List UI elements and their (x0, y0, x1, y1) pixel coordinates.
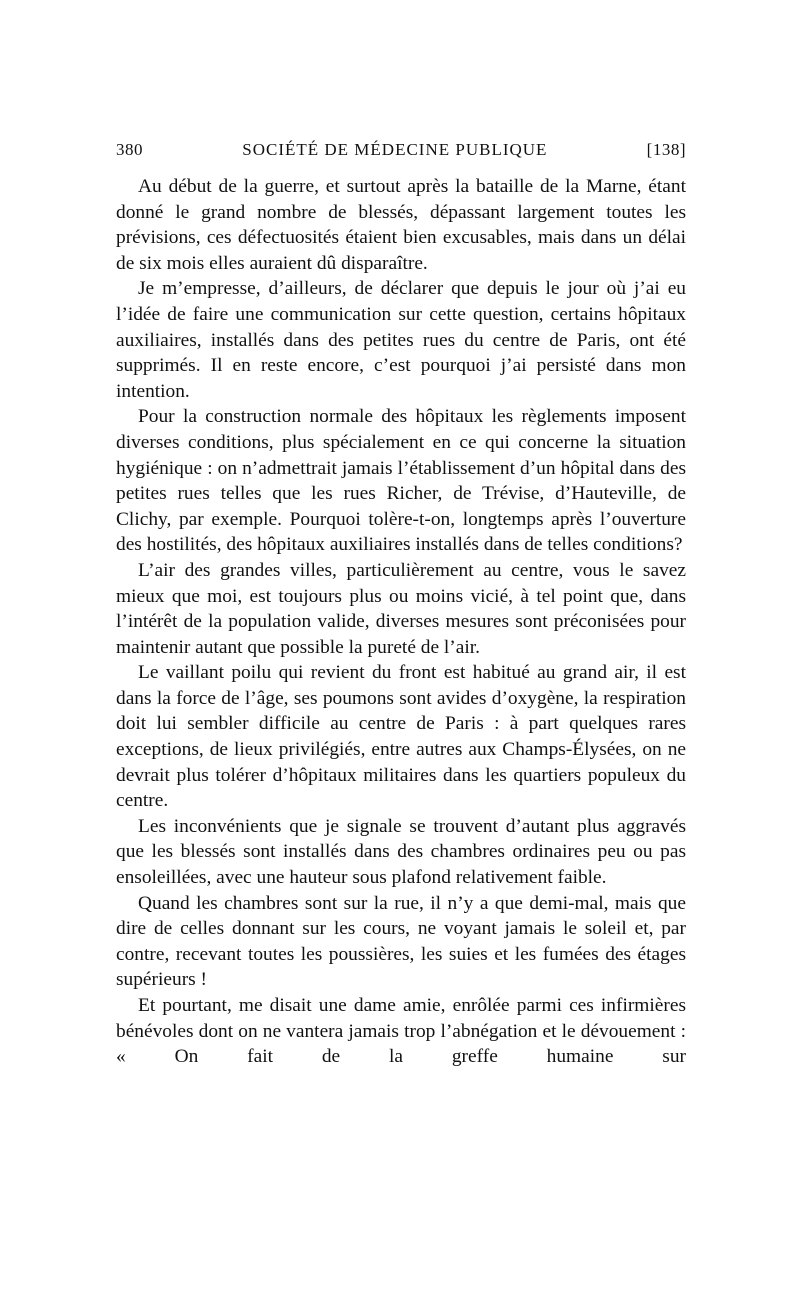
book-page (116, 140, 686, 1070)
page-number: 380 (116, 140, 143, 159)
body-text (116, 174, 686, 1070)
paragraph: Au début de la guerre, et surtout après la bataille de la Marne, étant donné le grand nombre de blessés, dépassant largement toutes les prévisions, ces défectuosités étaient bien excusables, mais dans un délai de six mois elles auraient dû disparaître. (116, 176, 686, 274)
paragraph: Je m’empresse, d’ailleurs, de déclarer que depuis le jour où j’ai eu l’idée de faire une communication sur cette question, certains hôpitaux auxiliaires, installés dans des petites rues du centre de Paris, ont été supprimés. Il en reste encore, c’est pourquoi j’ai persisté dans mon intention. (116, 278, 686, 402)
running-title: SOCIÉTÉ DE MÉDECINE PUBLIQUE (242, 140, 548, 159)
running-header (116, 140, 686, 160)
paragraph: L’air des grandes villes, particulièrement au centre, vous le savez mieux que moi, est toujours plus ou moins vicié, à tel point que, dans l’intérêt de la population valide, diverses mesures sont préconisées pour maintenir autant que possible la pureté de l’air. (116, 559, 686, 658)
paragraph: Pour la construction normale des hôpitaux les règlements imposent diverses conditions, plus spécialement en ce qui concerne la situation hygiénique : on n’admettrait jamais l’établissement d’un hôpital dans des petites rues telles que les rues Richer, de Trévise, d’Hauteville, de Clichy, par exemple. Pourquoi tolère-t-on, longtemps après l’ouverture des hostilités, des hôpitaux auxiliaires installés dans de telles conditions? (116, 406, 686, 556)
paragraph: Les inconvénients que je signale se trouvent d’autant plus aggravés que les blessés sont installés dans des chambres ordinaires peu ou pas ensoleillées, avec une hauteur sous plafond relativement faible. (116, 815, 686, 889)
paragraph: Quand les chambres sont sur la rue, il n’y a que demi-mal, mais que dire de celles donnant sur les cours, ne voyant jamais le soleil et, par contre, recevant toutes les poussières, les suies et les fumées des étages supérieurs ! (116, 892, 686, 991)
section-reference: [138] (646, 140, 686, 159)
paragraph: Le vaillant poilu qui revient du front est habitué au grand air, il est dans la force de l’âge, ses poumons sont avides d’oxygène, la respiration doit lui sembler difficile au centre de Paris : à part quelques rares exceptions, de lieux privilégiés, entre autres aux Champs-Élysées, on ne devrait plus tolérer d’hôpitaux militaires dans les quartiers populeux du centre. (116, 662, 686, 812)
paragraph-continued: Et pourtant, me disait une dame amie, enrôlée parmi ces infirmières bénévoles dont on ne vantera jamais trop l’abnégation et le dévouement : « On fait de la greffe humaine sur (116, 995, 686, 1068)
